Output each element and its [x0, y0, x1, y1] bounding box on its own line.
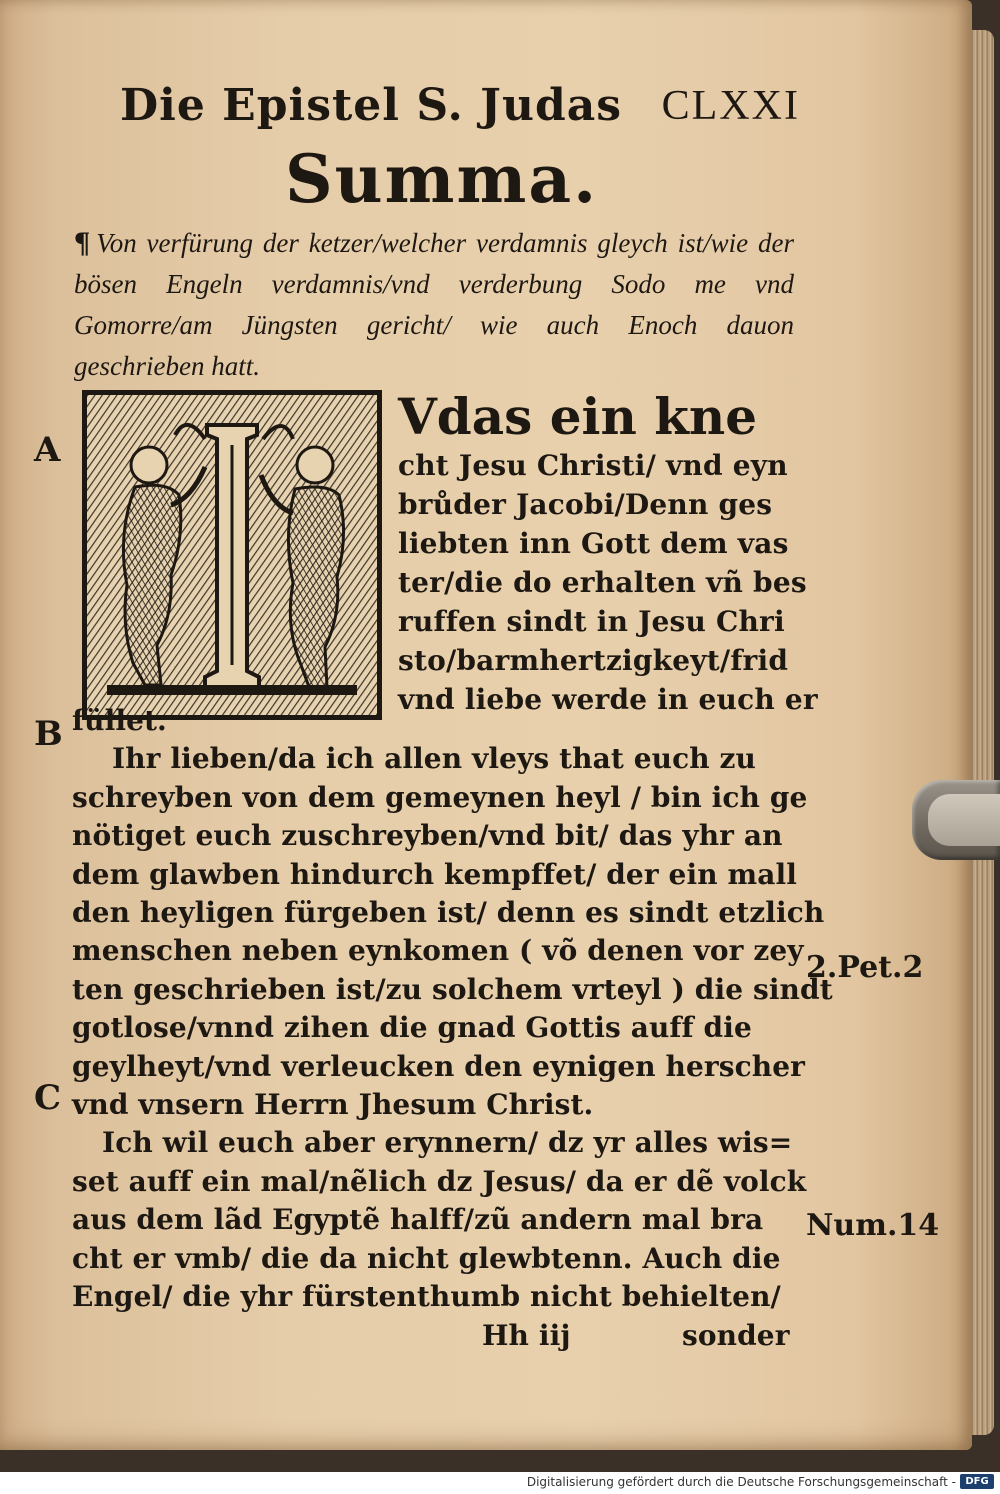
text-line: dem glawben hindurch kempffet/ der ein mall	[72, 857, 797, 891]
summary-line: ist/wie der bösen Engeln verdamnis/vnd verderbung Sodo	[74, 228, 795, 299]
opening-text-block	[398, 387, 818, 719]
summary-paragraph	[74, 222, 794, 387]
text-line: den heyligen fürgeben ist/ denn es sindt etzlich	[72, 896, 825, 930]
opening-line: Vdas ein kne	[398, 387, 758, 446]
text-line: aus dem lãd Egyptẽ halff/zũ andern mal bra	[72, 1203, 764, 1237]
side-note-reference: 2.Pet.2	[806, 950, 924, 985]
summary-line: Von verfürung der ketzer/welcher verdamnis gleych	[96, 228, 668, 258]
text-line: vnd vnsern Herrn Jhesum Christ.	[72, 1088, 594, 1122]
text-line: ruffen sindt in Jesu Chri	[398, 605, 785, 638]
text-line: gotlose/vnnd zihen die gnad Gottis auff die	[72, 1011, 752, 1045]
body-text-block	[72, 702, 833, 1355]
catchword: sonder	[682, 1318, 790, 1352]
summary-line: dauon geschrieben hatt.	[74, 310, 795, 381]
clasp-plate	[928, 794, 1000, 846]
text-line: vnd liebe werde in euch er	[398, 683, 818, 716]
text-line: Ihr lieben/da ich allen vleys that euch zu	[112, 742, 757, 776]
summary-line: me vnd Gomorre/am Jüngsten gericht/ wie auch Enoch	[74, 269, 795, 340]
margin-letter-a: A	[34, 430, 61, 470]
text-line: cht Jesu Christi/ vnd eyn	[398, 449, 788, 482]
text-line: liebten inn Gott dem vas	[398, 527, 789, 560]
woodcut-initial-illustration	[87, 395, 377, 715]
text-line: brůder Jacobi/Denn ges	[398, 488, 773, 521]
text-line: geylheyt/vnd verleucken den eynigen herscher	[72, 1049, 806, 1083]
text-line: sto/barmhertzigkeyt/frid	[398, 644, 789, 677]
text-line: set auff ein mal/nẽlich dz Jesus/ da er dẽ volck	[72, 1164, 807, 1198]
text-line: Engel/ die yhr fürstenthumb nicht behielten/	[72, 1280, 781, 1314]
margin-letter-b: B	[34, 714, 63, 754]
text-line: cht er vmb/ die da nicht glewbtenn. Auch die	[72, 1241, 781, 1275]
text-line: ter/die do erhalten vñ bes	[398, 566, 807, 599]
dfg-logo: DFG	[960, 1474, 994, 1489]
text-line: nötiget euch zuschreyben/vnd bit/ das yhr an	[72, 819, 783, 853]
book-clasp	[912, 780, 1000, 860]
signature-line	[72, 1317, 802, 1355]
footer-credit: Digitalisierung gefördert durch die Deutsche Forschungsgemeinschaft -	[526, 1475, 956, 1489]
pilcrow-mark: ¶	[74, 226, 91, 259]
folio-number: CLXXI	[661, 83, 800, 129]
text-line: menschen neben eynkomen ( võ denen vor zey	[72, 934, 804, 968]
text-line: füllet.	[72, 704, 167, 737]
text-line: Ich wil euch aber erynnern/ dz yr alles wis=	[102, 1126, 793, 1160]
text-line: schreyben von dem gemeynen heyl / bin ich ge	[72, 780, 808, 814]
page-header	[120, 80, 800, 130]
signature-mark: Hh iij	[482, 1318, 571, 1352]
woodcut-initial	[82, 390, 382, 720]
summa-heading: Summa.	[285, 140, 599, 218]
margin-letter-c: C	[34, 1078, 62, 1118]
text-line: ten geschrieben ist/zu solchem vrteyl ) die sindt	[72, 972, 833, 1006]
running-title: Die Epistel S. Judas	[120, 80, 623, 131]
side-note-reference: Num.14	[806, 1208, 940, 1243]
